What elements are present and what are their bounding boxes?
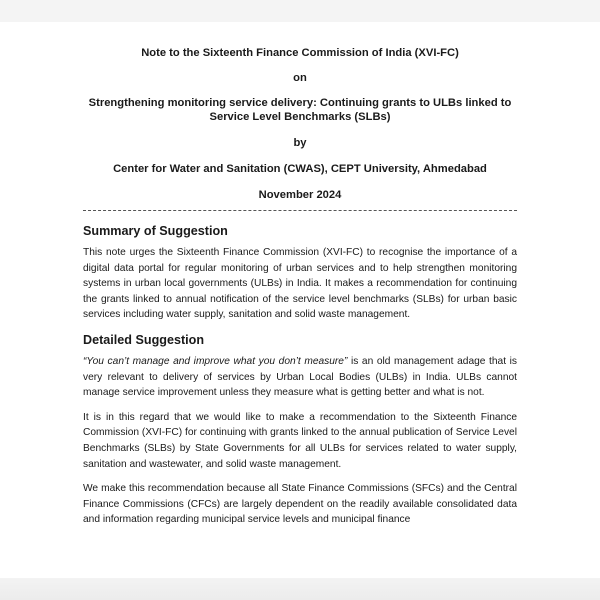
document-title: Note to the Sixteenth Finance Commission of India (XVI-FC) <box>141 47 459 59</box>
document-author: Center for Water and Sanitation (CWAS), CEPT University, Ahmedabad <box>113 163 487 175</box>
detailed-section <box>83 332 517 528</box>
title-block <box>83 46 517 202</box>
adage-paragraph-text: is an old management adage that is very relevant to delivery of services by Urban Local Bodies (ULBs) in India. ULBs cannot manage service improvement unless they measure what is getting better and what is not. <box>83 355 517 399</box>
recommendation-paragraph: It is in this regard that we would like to make a recommendation to the Sixteenth Finance Commission (XVI-FC) for continuing with grants linked to the annual publication of Service Level Benchmarks (SLBs) by State Governments for all ULBs for services related to water supply, sanitation and wastewater, and solid waste management. <box>83 411 517 470</box>
summary-paragraph: This note urges the Sixteenth Finance Commission (XVI-FC) to recognise the importance of a digital data portal for regular monitoring of urban services and to help strengthen monitoring systems in urban local governments (ULBs) in India. It makes a recommendation for continuing the grants linked to annual notification of the service level benchmarks (SLBs) for urban basic services including water supply, sanitation and solid waste management. <box>83 247 517 321</box>
adage-quote: “You can’t manage and improve what you don’t measure” <box>83 355 348 367</box>
document-body <box>83 46 517 528</box>
document-date: November 2024 <box>258 189 342 201</box>
summary-section <box>83 223 517 323</box>
title-connector-on: on <box>293 72 307 84</box>
document-subject: Strengthening monitoring service delivery: Continuing grants to ULBs linked to Service Level Benchmarks (SLBs) <box>88 97 512 123</box>
section-heading-detailed: Detailed Suggestion <box>83 332 205 347</box>
title-connector-by: by <box>293 137 307 149</box>
dashed-divider <box>83 210 517 211</box>
rationale-paragraph: We make this recommendation because all State Finance Commissions (SFCs) and the Central Finance Commissions (CFCs) are largely dependent on the readily available consolidated data and information regarding municipal service levels and municipal finance <box>83 483 517 526</box>
section-heading-summary: Summary of Suggestion <box>83 224 228 238</box>
page-bottom-margin <box>0 578 600 600</box>
page-top-margin <box>0 0 600 22</box>
adage-paragraph <box>83 354 517 401</box>
